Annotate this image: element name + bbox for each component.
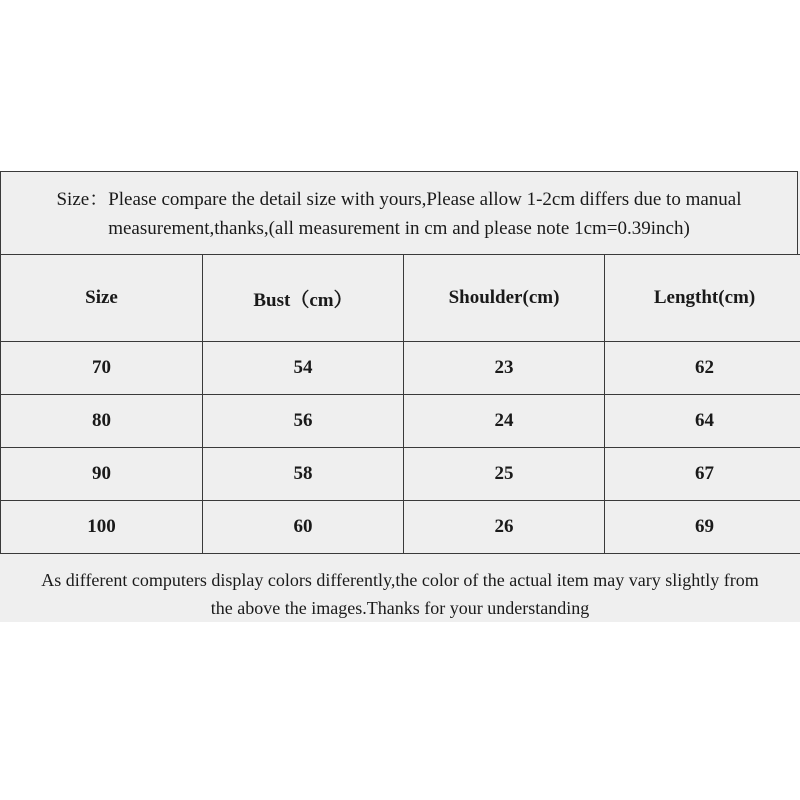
size-note-line-2: measurement,thanks,(all measurement in cm and please note 1cm=0.39inch)	[108, 218, 690, 239]
cell-bust: 60	[203, 501, 404, 554]
cell-size: 90	[1, 448, 203, 501]
table-row	[1, 448, 800, 501]
cell-bust: 54	[203, 342, 404, 395]
cell-shoulder: 24	[404, 395, 605, 448]
cell-length: 62	[605, 342, 800, 395]
cell-length: 67	[605, 448, 800, 501]
size-chart	[0, 171, 800, 622]
header-bust: Bust（cm）	[203, 255, 404, 342]
table-row	[1, 342, 800, 395]
header-length: Lengtht(cm)	[605, 255, 800, 342]
cell-shoulder: 25	[404, 448, 605, 501]
table-row	[1, 501, 800, 554]
color-disclaimer	[0, 564, 800, 622]
cell-shoulder: 26	[404, 501, 605, 554]
cell-size: 70	[1, 342, 203, 395]
color-disclaimer-line-1: As different computers display colors differently,the color of the actual item may vary slightly from	[41, 570, 759, 590]
cell-size: 80	[1, 395, 203, 448]
cell-length: 69	[605, 501, 800, 554]
cell-shoulder: 23	[404, 342, 605, 395]
table-row	[1, 395, 800, 448]
size-note-line-1: Size：Please compare the detail size with yours,Please allow 1-2cm differs due to manual	[56, 189, 742, 210]
table-header-row	[1, 255, 800, 342]
cell-bust: 58	[203, 448, 404, 501]
cell-size: 100	[1, 501, 203, 554]
size-table	[0, 254, 800, 554]
size-note	[0, 171, 798, 254]
cell-bust: 56	[203, 395, 404, 448]
header-shoulder: Shoulder(cm)	[404, 255, 605, 342]
header-size: Size	[1, 255, 203, 342]
cell-length: 64	[605, 395, 800, 448]
color-disclaimer-line-2: the above the images.Thanks for your understanding	[210, 598, 590, 618]
